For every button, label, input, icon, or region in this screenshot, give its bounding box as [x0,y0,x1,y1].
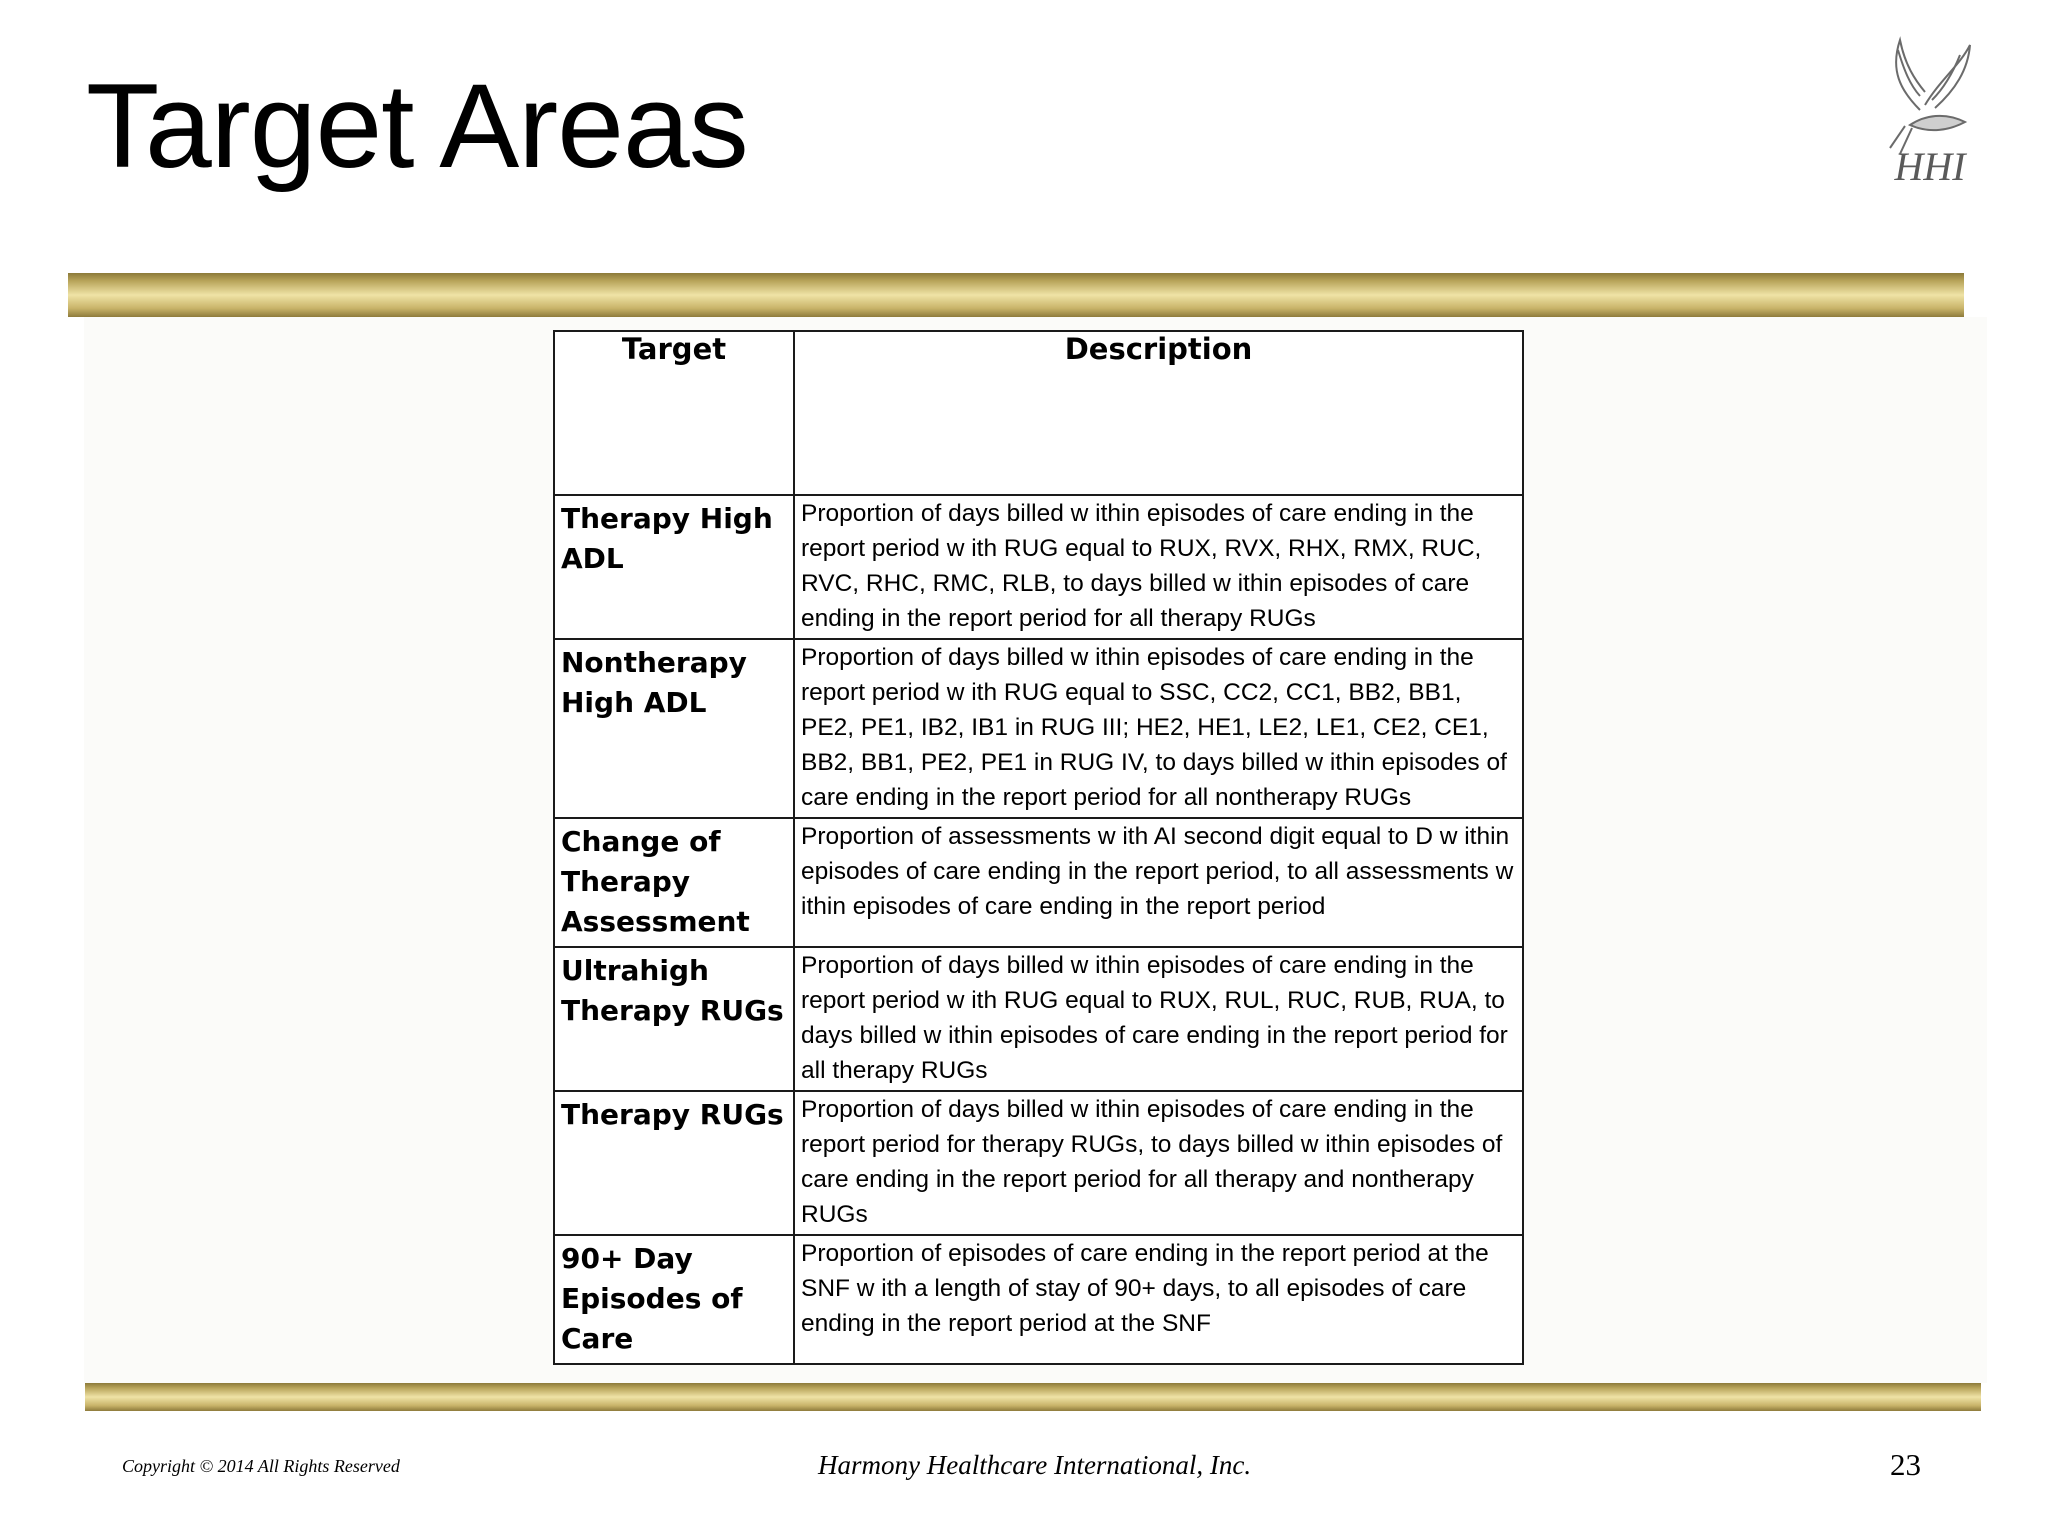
top-gold-divider [68,273,1964,317]
table-row [554,818,1523,947]
description-cell: Proportion of days billed w ithin episodes of care ending in the report period w ith RUG equal to RUX, RUL, RUC, RUB, RUA, to days billed w ithin episodes of care ending in the report period for all therapy RUGs [794,947,1523,1091]
description-cell: Proportion of episodes of care ending in the report period at the SNF w ith a length of stay of 90+ days, to all episodes of care ending in the report period at the SNF [794,1235,1523,1364]
table-header-row [554,331,1523,495]
hhi-dove-logo [1870,30,1990,200]
target-cell: Ultrahigh Therapy RUGs [554,947,794,1091]
header-description: Description [794,331,1523,495]
table-row [554,1235,1523,1364]
target-cell: Therapy High ADL [554,495,794,639]
bottom-gold-divider [85,1383,1981,1411]
page-number: 23 [1890,1447,1921,1482]
footer-copyright: Copyright © 2014 All Rights Reserved [122,1456,400,1476]
description-cell: Proportion of days billed w ithin episodes of care ending in the report period for therapy RUGs, to days billed w ithin episodes of care ending in the report period for all therapy and nontherapy RUGs [794,1091,1523,1235]
description-cell: Proportion of days billed w ithin episodes of care ending in the report period w ith RUG equal to SSC, CC2, CC1, BB2, BB1, PE2, PE1, IB2, IB1 in RUG III; HE2, HE1, LE2, LE1, CE2, CE1, BB2, BB1, PE2, PE1 in RUG IV, to days billed w ithin episodes of care ending in the report period for all nontherapy RUGs [794,639,1523,818]
table-row [554,639,1523,818]
logo-text: HHI [1894,144,1966,189]
target-cell: Therapy RUGs [554,1091,794,1235]
table-row [554,495,1523,639]
header-target: Target [554,331,794,495]
table-row [554,1091,1523,1235]
slide-title: Target Areas [86,59,748,193]
table-row [554,947,1523,1091]
target-cell: Nontherapy High ADL [554,639,794,818]
description-cell: Proportion of days billed w ithin episodes of care ending in the report period w ith RUG equal to RUX, RVX, RHX, RMX, RUC, RVC, RHC, RMC, RLB, to days billed w ithin episodes of care ending in the report period for all therapy RUGs [794,495,1523,639]
footer-company-name: Harmony Healthcare International, Inc. [818,1450,1252,1480]
target-areas-table [553,330,1524,1365]
target-cell: Change of Therapy Assessment [554,818,794,947]
target-cell: 90+ Day Episodes of Care [554,1235,794,1364]
description-cell: Proportion of assessments w ith AI second digit equal to D w ithin episodes of care ending in the report period, to all assessments w ithin episodes of care ending in the report period [794,818,1523,947]
